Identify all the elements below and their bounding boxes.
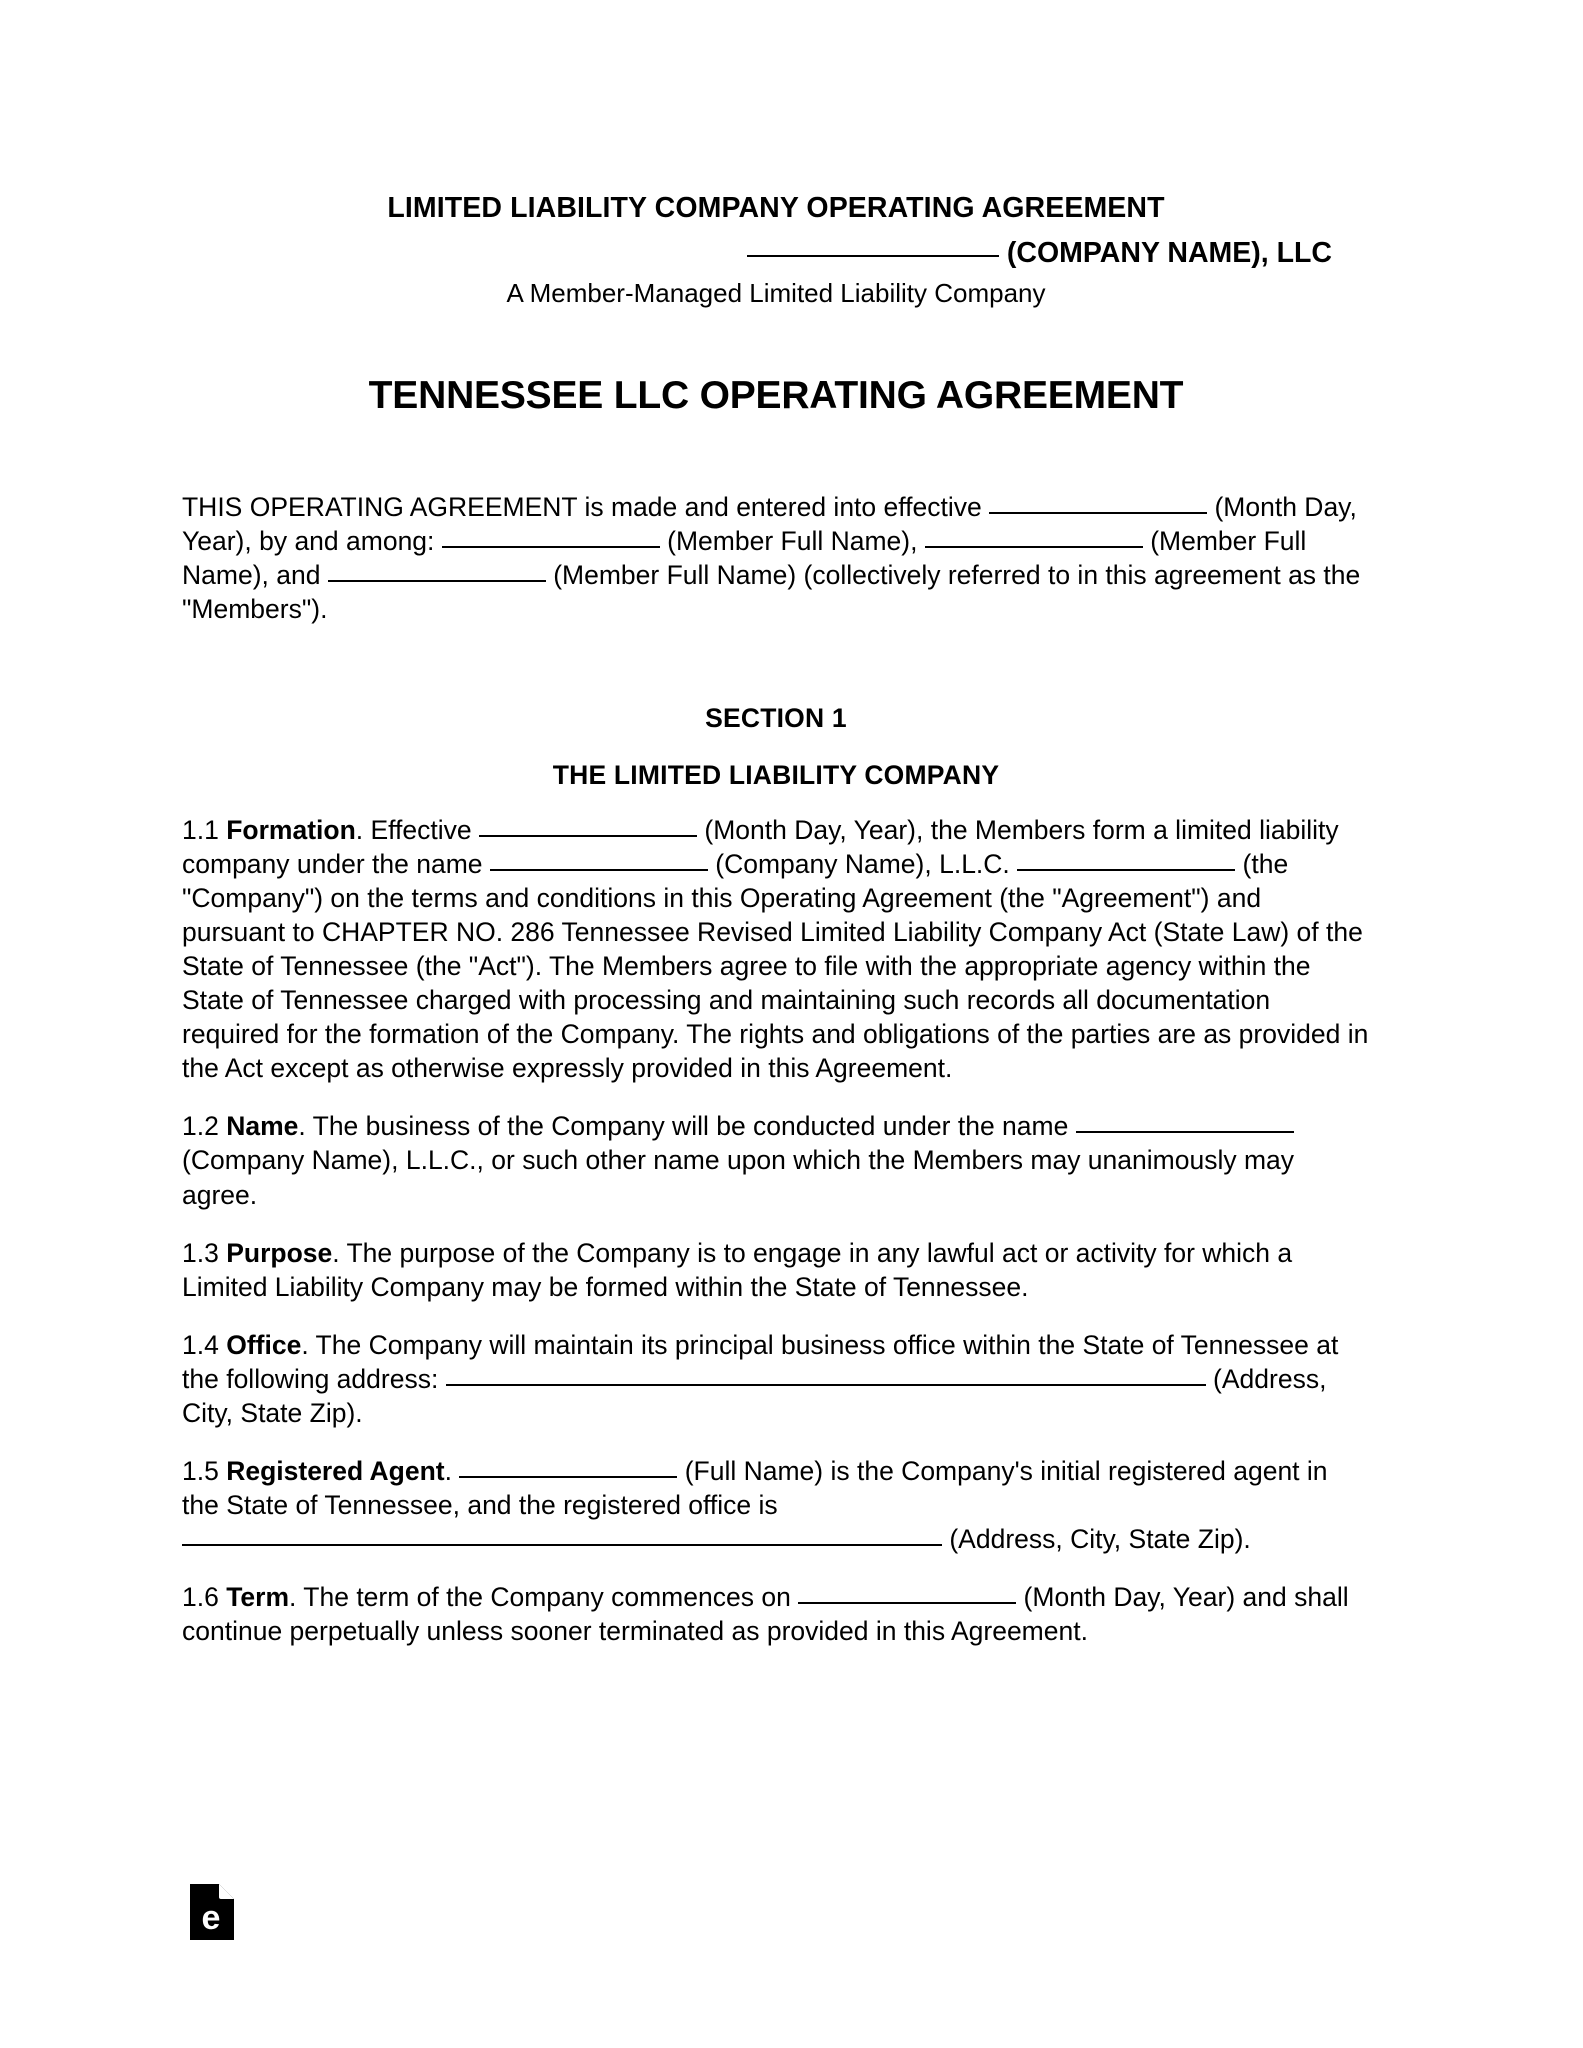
- clause-1-4-heading: Office: [226, 1329, 302, 1360]
- clause-1-4-text-1: . The Company will maintain its principal business office within the State of Tennessee at the following address:: [182, 1329, 1339, 1394]
- term-commencement-date-blank[interactable]: [798, 1580, 1016, 1604]
- svg-text:e: e: [201, 1899, 221, 1937]
- member-2-name-blank[interactable]: [925, 524, 1143, 548]
- document-content: [182, 0, 1370, 1648]
- intro-text-3: (Member Full Name),: [659, 525, 925, 556]
- header-line-1: LIMITED LIABILITY COMPANY OPERATING AGREEMENT: [387, 192, 1165, 224]
- formation-company-name-blank[interactable]: [490, 847, 708, 871]
- clause-1-5-text-1: .: [444, 1455, 460, 1486]
- registered-office-address-blank[interactable]: [182, 1522, 942, 1546]
- clause-1-3-heading: Purpose: [226, 1237, 333, 1268]
- clause-1-1-text-2: (Month Day, Year), the Members form a limited liability company under the name: [182, 815, 1339, 880]
- clause-1-1-text-3: (Company Name), L.L.C.: [707, 849, 1018, 880]
- clause-1-1-text-4: (the "Company") on the terms and conditions in this Operating Agreement (the "Agreement") and pursuant to CHAPTER NO. 286 Tennessee Revised Limited Liability Company Act (State Law) of the State of Tennessee (the "Act"). The Members agree to file with the appropriate agency within the State of Tennessee charged with processing and maintaining such records all documentation required for the formation of the Company. The rights and obligations of the parties are as provided in the Act except as otherwise expressly provided in this Agreement.: [182, 849, 1369, 1084]
- intro-text-2: (Month Day, Year), by and among:: [182, 491, 1357, 556]
- office-address-blank[interactable]: [446, 1362, 1206, 1386]
- clause-1-1-number: 1.1: [182, 815, 227, 846]
- clause-1-6-text-2: (Month Day, Year) and shall continue perpetually unless sooner terminated as provided in this Agreement.: [182, 1581, 1349, 1646]
- clause-1-4-office: [182, 1328, 1370, 1430]
- eforms-logo-icon: [190, 1884, 234, 1940]
- header-line-2: [182, 229, 1370, 273]
- effective-date-blank[interactable]: [989, 490, 1207, 514]
- header-line-3: A Member-Managed Limited Liability Company: [506, 277, 1046, 308]
- clause-1-5-text-3: (Address, City, State Zip).: [942, 1523, 1251, 1554]
- clause-1-2-number: 1.2: [182, 1111, 227, 1142]
- clause-1-1-formation: [182, 813, 1370, 1085]
- page-title: TENNESSEE LLC OPERATING AGREEMENT: [368, 373, 1184, 417]
- clause-1-3-purpose: [182, 1236, 1370, 1304]
- section-number: SECTION 1: [705, 703, 847, 734]
- clause-1-1-text-1: . Effective: [355, 815, 480, 846]
- clause-1-5-number: 1.5: [182, 1455, 227, 1486]
- formation-company-llc-blank[interactable]: [1017, 847, 1235, 871]
- clause-1-2-text-1: . The business of the Company will be conducted under the name: [298, 1111, 1076, 1142]
- header-line-2-label: (COMPANY NAME), LLC: [1006, 236, 1332, 269]
- clause-1-6-number: 1.6: [182, 1581, 227, 1612]
- clause-1-2-heading: Name: [226, 1111, 299, 1142]
- clause-1-6-text-1: . The term of the Company commences on: [289, 1581, 799, 1612]
- clause-1-2-name: [182, 1109, 1370, 1211]
- intro-text-1: THIS OPERATING AGREEMENT is made and entered into effective: [182, 491, 990, 522]
- intro-text-5: (Member Full Name) (collectively referred to in this agreement as the "Members").: [182, 559, 1361, 625]
- member-1-name-blank[interactable]: [442, 524, 660, 548]
- business-name-blank[interactable]: [1076, 1109, 1294, 1133]
- clause-1-6-term: [182, 1580, 1370, 1648]
- clause-1-6-heading: Term: [226, 1581, 290, 1612]
- clause-1-3-number: 1.3: [182, 1237, 227, 1268]
- member-3-name-blank[interactable]: [328, 558, 546, 582]
- document-header: [182, 0, 1370, 311]
- clause-1-3-text-1: . The purpose of the Company is to engage in any lawful act or activity for which a Limited Liability Company may be formed within the State of Tennessee.: [182, 1237, 1293, 1302]
- clause-1-4-text-2: (Address, City, State Zip).: [182, 1363, 1327, 1428]
- company-name-blank[interactable]: [747, 229, 999, 257]
- intro-paragraph: [182, 490, 1370, 626]
- clause-1-2-text-2: (Company Name), L.L.C., or such other name upon which the Members may unanimously may agree.: [182, 1145, 1295, 1210]
- clause-1-4-number: 1.4: [182, 1329, 227, 1360]
- clause-1-5-registered-agent: [182, 1454, 1370, 1556]
- clause-1-5-heading: Registered Agent: [226, 1455, 445, 1486]
- section-title: THE LIMITED LIABILITY COMPANY: [552, 760, 1000, 791]
- intro-text-4: (Member Full Name), and: [182, 525, 1307, 590]
- clause-1-1-heading: Formation: [226, 815, 356, 846]
- registered-agent-name-blank[interactable]: [459, 1454, 677, 1478]
- formation-date-blank[interactable]: [479, 813, 697, 837]
- clause-1-5-text-2: (Full Name) is the Company's initial registered agent in the State of Tennessee, and the registered office is: [182, 1455, 1328, 1520]
